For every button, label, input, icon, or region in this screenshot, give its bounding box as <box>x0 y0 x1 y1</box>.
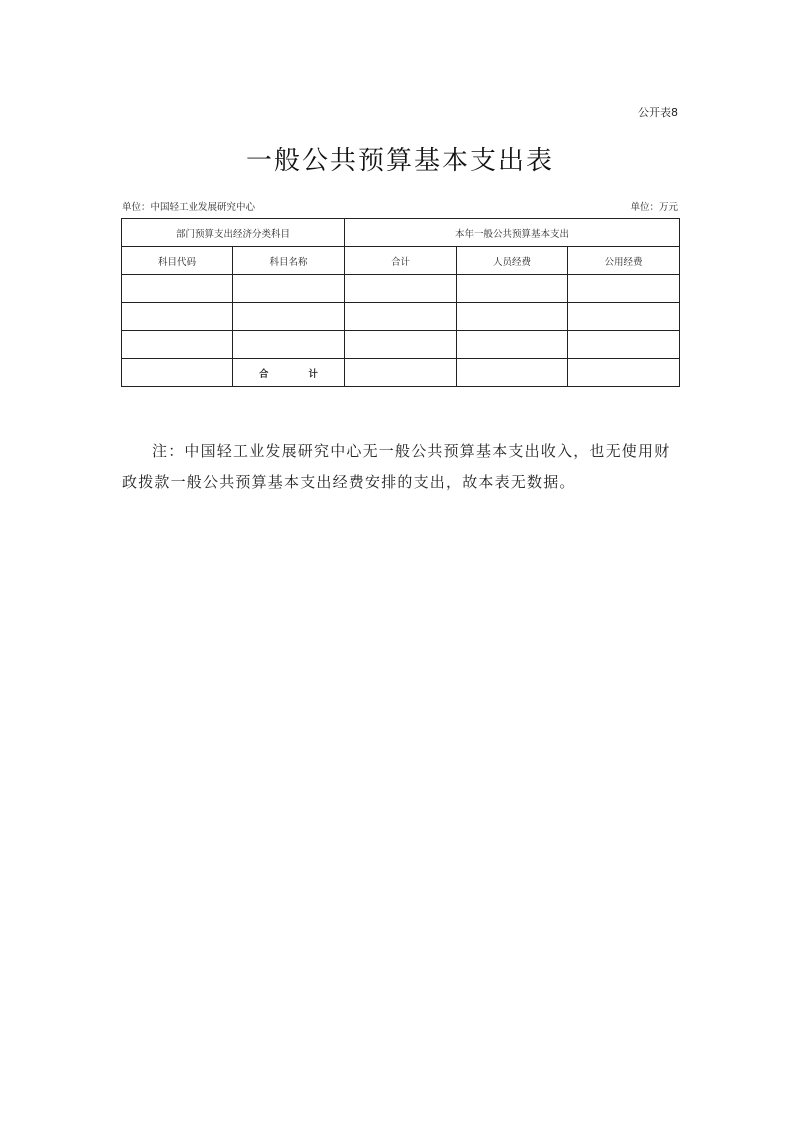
table-cell <box>122 331 233 359</box>
table-cell <box>457 275 568 303</box>
table-cell <box>233 331 345 359</box>
unit-currency: 单位：万元 <box>630 202 678 213</box>
total-cell-personnel <box>457 359 568 387</box>
total-label <box>259 366 318 380</box>
group-header-classification: 部门预算支出经济分类科目 <box>122 219 345 247</box>
table-cell <box>568 275 680 303</box>
column-header-total: 合计 <box>345 247 457 275</box>
table-total-row <box>122 359 680 387</box>
total-cell-public <box>568 359 680 387</box>
group-header-expenditure: 本年一般公共预算基本支出 <box>345 219 680 247</box>
table-cell <box>233 303 345 331</box>
total-label-cell <box>233 359 345 387</box>
column-header-public: 公用经费 <box>568 247 680 275</box>
column-header-personnel: 人员经费 <box>457 247 568 275</box>
table-column-header-row <box>122 247 680 275</box>
total-cell-amount <box>345 359 457 387</box>
table-cell <box>345 331 457 359</box>
total-cell-code <box>122 359 233 387</box>
unit-organization: 单位：中国轻工业发展研究中心 <box>122 202 256 213</box>
table-cell <box>457 303 568 331</box>
table-cell <box>568 331 680 359</box>
table-cell <box>457 331 568 359</box>
page-tag: 公开表8 <box>638 106 678 119</box>
total-label-part: 合 <box>258 368 269 380</box>
table-cell <box>345 303 457 331</box>
column-header-name: 科目名称 <box>233 247 345 275</box>
table-row <box>122 303 680 331</box>
table-row <box>122 275 680 303</box>
table-group-header-row <box>122 219 680 247</box>
budget-table <box>121 218 680 387</box>
total-label-part: 计 <box>308 368 319 380</box>
column-header-code: 科目代码 <box>122 247 233 275</box>
table-cell <box>122 303 233 331</box>
table-cell <box>345 275 457 303</box>
table-cell <box>122 275 233 303</box>
footnote: 注：中国轻工业发展研究中心无一般公共预算基本支出收入，也无使用财政拨款一般公共预算基本支出经费安排的支出，故本表无数据。 <box>122 442 671 491</box>
table-cell <box>568 303 680 331</box>
table-row <box>122 331 680 359</box>
table-cell <box>233 275 345 303</box>
page-title: 一般公共预算基本支出表 <box>245 146 554 176</box>
